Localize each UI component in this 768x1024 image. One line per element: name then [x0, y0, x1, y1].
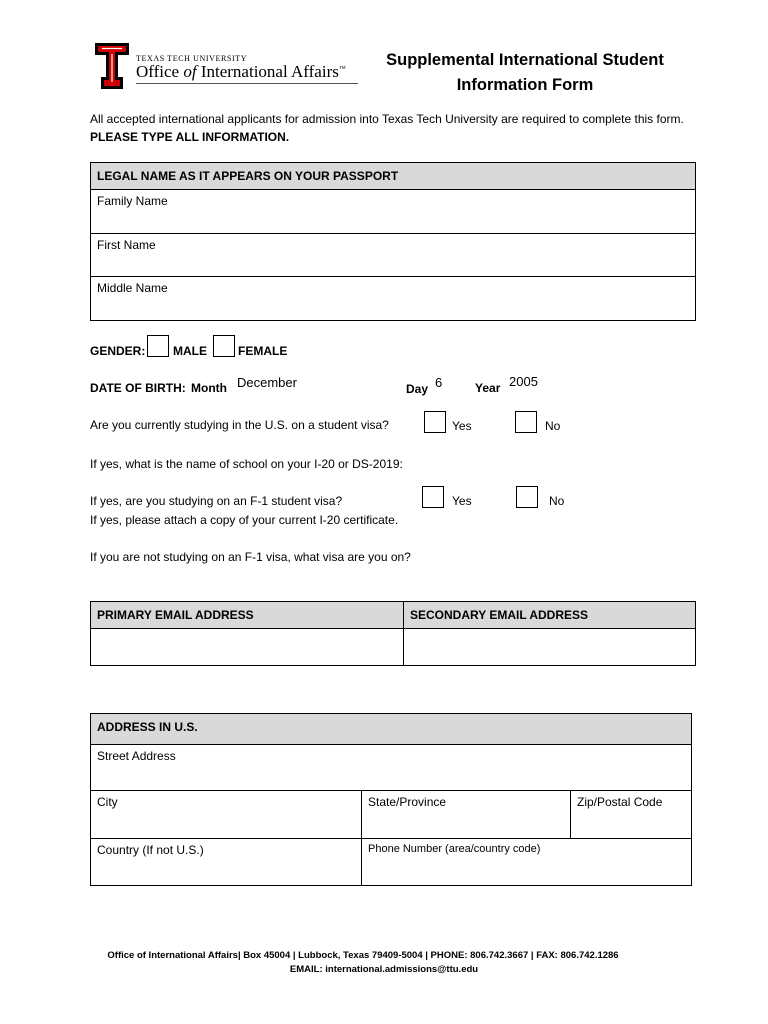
logo-underline: [136, 83, 358, 84]
dob-day-label: Day: [406, 382, 429, 396]
f1-visa-no-label: No: [549, 494, 565, 508]
f1-visa-yes-label: Yes: [452, 494, 472, 508]
address-header: ADDRESS IN U.S.: [90, 713, 692, 745]
male-checkbox[interactable]: [147, 335, 169, 357]
female-label: FEMALE: [238, 344, 288, 358]
first-name-field[interactable]: First Name: [90, 233, 696, 277]
dob-year-value[interactable]: 2005: [509, 374, 538, 389]
secondary-email-field[interactable]: [403, 628, 696, 666]
student-visa-question: Are you currently studying in the U.S. on a student visa?: [90, 418, 389, 432]
student-visa-yes-label: Yes: [452, 419, 472, 433]
school-name-question: If yes, what is the name of school on your I-20 or DS-2019:: [90, 457, 403, 471]
female-checkbox[interactable]: [213, 335, 235, 357]
dob-label: DATE OF BIRTH:: [90, 381, 186, 395]
f1-visa-yes-checkbox[interactable]: [422, 486, 444, 508]
zip-code-field[interactable]: Zip/Postal Code: [570, 790, 692, 839]
gender-label: GENDER:: [90, 344, 146, 358]
dob-month-label: Month: [191, 381, 227, 395]
footer-contact-line: Office of International Affairs| Box 45004 | Lubbock, Texas 79409-5004 | PHONE: 806.742.3667 | FAX: 806.742.1286: [107, 950, 619, 961]
student-visa-no-label: No: [545, 419, 561, 433]
f1-visa-no-checkbox[interactable]: [516, 486, 538, 508]
country-field[interactable]: Country (If not U.S.): [90, 838, 362, 886]
logo-office-name: Office of International Affairs™: [136, 62, 346, 81]
dob-day-value[interactable]: 6: [435, 375, 443, 390]
logo: [94, 42, 366, 92]
family-name-field[interactable]: Family Name: [90, 189, 696, 234]
intro-text: All accepted international applicants for admission into Texas Tech University are required to complete this form. PLEASE TYPE ALL INFORMATION.: [90, 112, 684, 144]
street-address-field[interactable]: Street Address: [90, 744, 692, 791]
primary-email-header: PRIMARY EMAIL ADDRESS: [90, 601, 404, 629]
i20-attach-note: If yes, please attach a copy of your current I-20 certificate.: [90, 513, 399, 527]
city-field[interactable]: City: [90, 790, 362, 839]
state-province-field[interactable]: State/Province: [361, 790, 571, 839]
phone-number-field[interactable]: Phone Number (area/country code): [361, 838, 692, 886]
texas-tech-double-t-icon: [94, 42, 130, 90]
middle-name-field[interactable]: Middle Name: [90, 276, 696, 321]
logo-university-name: TEXAS TECH UNIVERSITY: [136, 54, 248, 63]
dob-month-value[interactable]: December: [237, 375, 297, 390]
secondary-email-header: SECONDARY EMAIL ADDRESS: [403, 601, 696, 629]
legal-name-header: LEGAL NAME AS IT APPEARS ON YOUR PASSPORT: [90, 162, 696, 190]
student-visa-no-checkbox[interactable]: [515, 411, 537, 433]
form-title: Supplemental International Student Information Form: [386, 51, 664, 94]
dob-year-label: Year: [475, 381, 501, 395]
other-visa-question: If you are not studying on an F-1 visa, what visa are you on?: [90, 550, 411, 564]
footer-email-line: EMAIL: international.admissions@ttu.edu: [289, 964, 479, 975]
student-visa-yes-checkbox[interactable]: [424, 411, 446, 433]
primary-email-field[interactable]: [90, 628, 404, 666]
f1-visa-question: If yes, are you studying on an F-1 student visa?: [90, 494, 343, 508]
male-label: MALE: [173, 344, 207, 358]
